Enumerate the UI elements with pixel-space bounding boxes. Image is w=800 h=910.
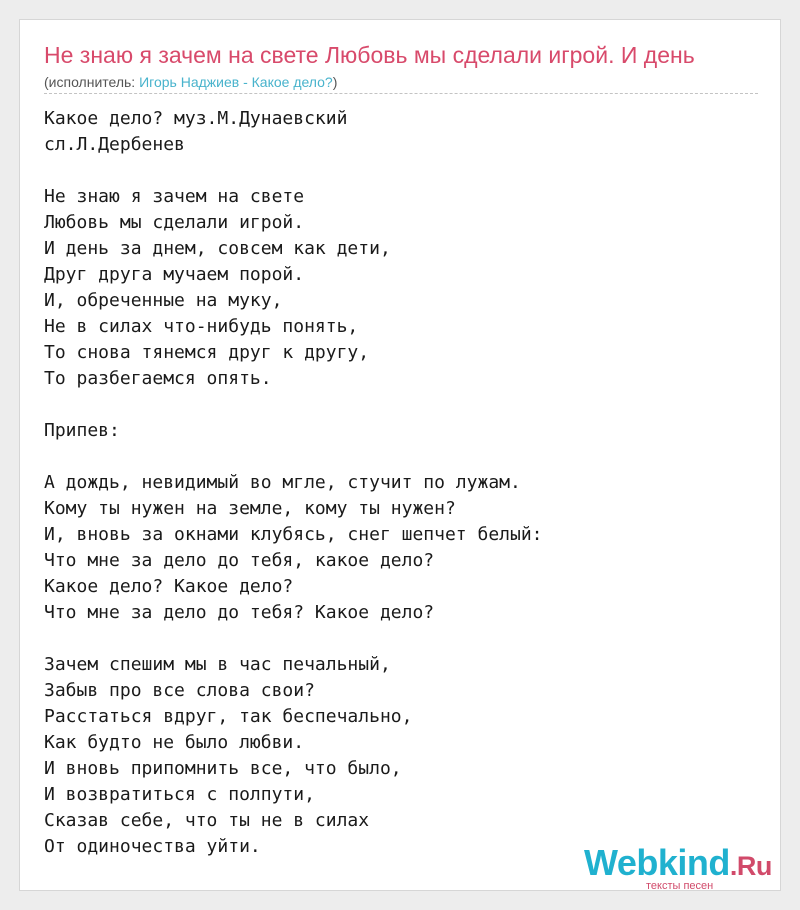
- lyric-line: То снова тянемся друг к другу,: [44, 342, 370, 363]
- logo-tld: .Ru: [729, 851, 772, 881]
- lyric-line: Не в силах что-нибудь понять,: [44, 316, 359, 337]
- lyric-line: И возвратиться с полпути,: [44, 784, 315, 805]
- lyric-line: Что мне за дело до тебя, какое дело?: [44, 550, 435, 571]
- lyric-line: Зачем спешим мы в час печальный,: [44, 654, 391, 675]
- logo-tagline: тексты песен: [646, 880, 714, 892]
- logo-wordmark: [584, 842, 772, 884]
- artist-line: [44, 74, 337, 90]
- lyric-line: Сказав себе, что ты не в силах: [44, 810, 370, 831]
- lyric-line: А дождь, невидимый во мгле, стучит по лужам.: [44, 472, 521, 493]
- song-title: Не знаю я зачем на свете Любовь мы сделали игрой. И день: [44, 42, 695, 68]
- artist-prefix: (исполнитель:: [44, 74, 140, 90]
- lyrics-card: [19, 19, 781, 891]
- lyric-line: Кому ты нужен на земле, кому ты нужен?: [44, 498, 456, 519]
- lyric-line: Какое дело? муз.М.Дунаевский: [44, 108, 348, 129]
- lyric-line: Расстаться вдруг, так беспечально,: [44, 706, 413, 727]
- lyric-line: И вновь припомнить все, что было,: [44, 758, 402, 779]
- webkind-logo[interactable]: [584, 842, 784, 892]
- artist-link[interactable]: Игорь Наджиев - Какое дело?: [139, 74, 333, 90]
- lyric-line: От одиночества уйти.: [44, 836, 261, 857]
- lyric-line: Друг друга мучаем порой.: [44, 264, 305, 285]
- lyric-line: Припев:: [44, 420, 120, 441]
- lyric-line: Какое дело? Какое дело?: [44, 576, 294, 597]
- lyric-line: И, обреченные на муку,: [44, 290, 283, 311]
- lyrics-text: [44, 106, 543, 860]
- lyric-line: То разбегаемся опять.: [44, 368, 272, 389]
- lyric-line: Любовь мы сделали игрой.: [44, 212, 305, 233]
- lyric-line: Не знаю я зачем на свете: [44, 186, 305, 207]
- logo-name: Webkind: [584, 842, 730, 883]
- lyric-line: Как будто не было любви.: [44, 732, 305, 753]
- lyric-line: И день за днем, совсем как дети,: [44, 238, 391, 259]
- artist-suffix: ): [332, 74, 338, 90]
- lyric-line: Что мне за дело до тебя? Какое дело?: [44, 602, 435, 623]
- lyric-line: Забыв про все слова свои?: [44, 680, 315, 701]
- lyric-line: И, вновь за окнами клубясь, снег шепчет белый:: [44, 524, 543, 545]
- dashed-divider: [44, 93, 758, 94]
- lyric-line: сл.Л.Дербенев: [44, 134, 185, 155]
